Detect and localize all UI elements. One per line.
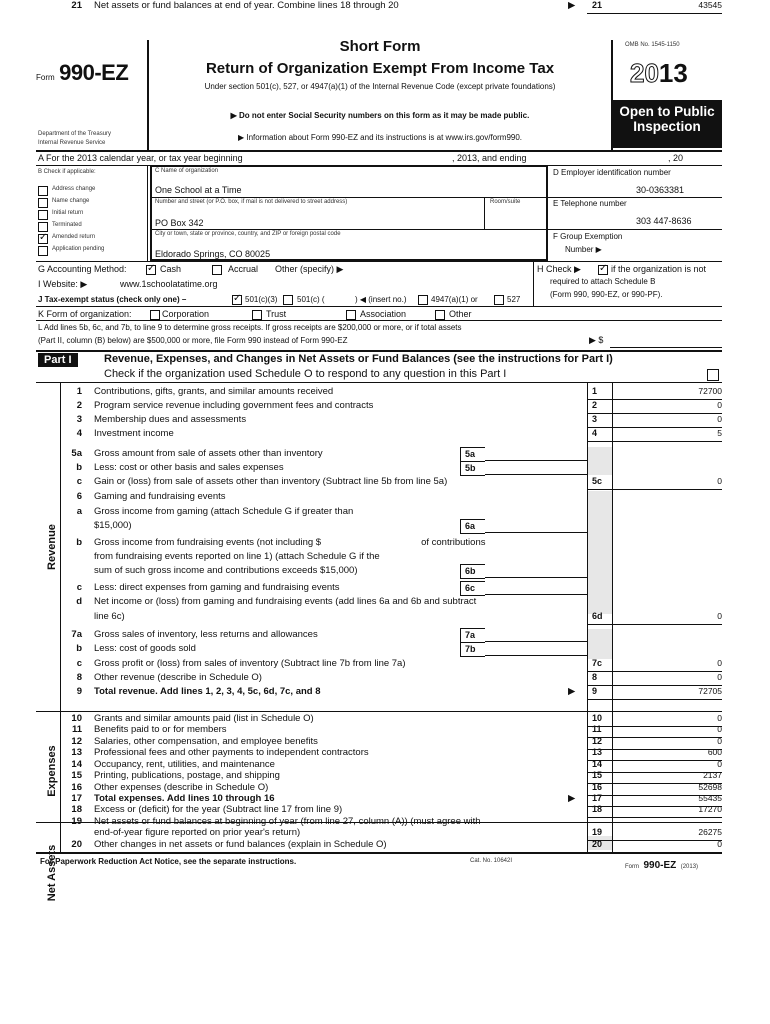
line-text-wrap — [94, 537, 486, 548]
section-c-box — [150, 165, 548, 261]
line-text: Other changes in net assets or fund balances (explain in Schedule O) — [94, 839, 387, 850]
phone-value[interactable]: 303 447-8636 — [636, 216, 692, 226]
line-text: Contributions, gifts, grants, and similar amounts received — [94, 386, 334, 397]
line-text: Occupancy, rent, utilities, and maintenance — [94, 759, 275, 770]
status-527-label: 527 — [507, 295, 521, 304]
line-text-wrap — [94, 747, 369, 758]
line-number: 6 — [76, 491, 82, 502]
line-text-wrap — [94, 491, 226, 502]
corporation-checkbox[interactable] — [150, 310, 160, 320]
line-arrow: ▶ — [568, 793, 576, 804]
year-bold: 13 — [658, 58, 688, 88]
paperwork-notice: For Paperwork Reduction Act Notice, see the separate instructions. — [40, 857, 297, 866]
line-number: 15 — [71, 770, 82, 781]
line-text: Gain or (loss) from sale of assets other than inventory (Subtract line 5b from line 5a) — [94, 476, 448, 487]
line-text-wrap — [94, 428, 174, 439]
line-box-number: 16 — [592, 782, 603, 792]
check-address-change-label: Address change — [52, 186, 96, 192]
check-application-pending-label: Application pending — [52, 246, 105, 252]
accrual-checkbox[interactable] — [212, 265, 222, 275]
line-text: Program service revenue including government fees and contracts — [94, 400, 374, 411]
line-row — [36, 611, 722, 625]
line-row — [36, 506, 722, 520]
line-a-mid: , 2013, and ending — [452, 153, 527, 163]
line-text: Total revenue. Add lines 1, 2, 3, 4, 5c, 6d, 7c, and 8 — [94, 686, 321, 697]
group-exemption-label: F Group Exemption — [553, 232, 623, 241]
rule-a-top — [36, 150, 722, 152]
line-row — [36, 462, 722, 476]
inner-amount-field[interactable] — [485, 474, 587, 475]
line-amount[interactable]: 0 — [717, 476, 722, 486]
line-row — [36, 565, 722, 579]
association-checkbox[interactable] — [346, 310, 356, 320]
line-text: Excess or (deficit) for the year (Subtract line 17 from line 9) — [94, 804, 343, 815]
status-501c-label: 501(c) ( — [297, 295, 325, 304]
line-number: 1 — [76, 386, 82, 397]
line-number: 8 — [76, 672, 82, 683]
line-text: Salaries, other compensation, and employee benefits — [94, 736, 318, 747]
line-box-number: 20 — [592, 839, 603, 849]
line-box-number: 7c — [592, 658, 603, 668]
line-box-number: 15 — [592, 770, 603, 780]
line-rule — [587, 624, 722, 625]
line-text-wrap — [94, 770, 280, 781]
line-row — [36, 0, 722, 14]
line-text: Less: direct expenses from gaming and fundraising events — [94, 582, 340, 593]
rule-part1-top — [36, 350, 722, 352]
section-b-label: B Check if applicable: — [38, 169, 96, 175]
check-terminated-checkbox[interactable] — [38, 222, 48, 232]
line-text-wrap — [94, 839, 387, 850]
line-amount[interactable]: 0 — [717, 658, 722, 668]
line-number: 14 — [71, 759, 82, 770]
line-text: sum of such gross income and contributions exceeds $15,000) — [94, 565, 358, 576]
form-number: 990-EZ — [59, 60, 129, 85]
line-box-number: 5c — [592, 476, 603, 486]
line-number: 13 — [71, 747, 82, 758]
rule-expenses-top — [36, 711, 722, 712]
line-box-number: 21 — [592, 0, 603, 10]
trust-checkbox[interactable] — [252, 310, 262, 320]
line-text-wrap — [94, 736, 318, 747]
line-row — [36, 448, 722, 462]
line-amount[interactable]: 2137 — [703, 770, 722, 780]
line-row — [36, 596, 722, 610]
line-l-dollar: ▶ $ — [589, 335, 604, 345]
line-number: 21 — [71, 0, 82, 11]
line-row — [36, 686, 722, 700]
h-divider — [533, 261, 534, 306]
inner-amount-field[interactable] — [485, 460, 587, 461]
line-number: 20 — [71, 839, 82, 850]
line-text: Benefits paid to or for members — [94, 724, 227, 735]
form-label — [36, 60, 128, 86]
line-amount[interactable]: 52698 — [698, 782, 722, 792]
line-text: Gross income from gaming (attach Schedule G if greater than — [94, 506, 354, 517]
line-amount[interactable]: 0 — [717, 672, 722, 682]
cash-label: Cash — [160, 264, 182, 274]
line-h-text2: if the organization is not — [611, 264, 707, 274]
catalog-number: Cat. No. 10642I — [470, 858, 513, 864]
line-text: Gross sales of inventory, less returns and allowances — [94, 629, 318, 640]
tax-year — [630, 58, 688, 89]
line-number: 16 — [71, 782, 82, 793]
line-l-text2: (Part II, column (B) below) are $500,000 or more, file Form 990 instead of Form 990-EZ — [38, 336, 348, 345]
b-c-divider — [147, 165, 148, 261]
line-text: Less: cost or other basis and sales expenses — [94, 462, 284, 473]
rule-ef — [548, 229, 722, 230]
line-text: Other expenses (describe in Schedule O) — [94, 782, 269, 793]
line-amount[interactable]: 72700 — [698, 386, 722, 396]
room-divider — [484, 197, 485, 229]
schedule-o-checkbox[interactable] — [707, 369, 719, 381]
department-label: Department of the Treasury — [38, 131, 112, 137]
line-box-number: 9 — [592, 686, 598, 696]
line-text-wrap — [94, 520, 132, 531]
line-text: Net income or (loss) from gaming and fundraising events (add lines 6a and 6b and subtract — [94, 596, 477, 607]
website-label: I Website: ▶ — [38, 279, 88, 289]
line-text: Less: cost of goods sold — [94, 643, 196, 654]
line-text-wrap — [94, 759, 275, 770]
line-number: 17 — [71, 793, 82, 804]
other-org-label: Other — [449, 309, 472, 319]
status-4947-checkbox[interactable] — [418, 295, 428, 305]
line-text: Professional fees and other payments to independent contractors — [94, 747, 369, 758]
group-exemption-number: Number ▶ — [565, 245, 602, 254]
year-outline: 20 — [630, 58, 659, 88]
inner-amount-field[interactable] — [485, 594, 587, 595]
accrual-label: Accrual — [228, 264, 259, 274]
line-text-after: of contributions — [421, 537, 486, 548]
line-text: line 6c) — [94, 611, 125, 622]
line-text-wrap — [94, 804, 342, 815]
irs-label: Internal Revenue Service — [38, 140, 106, 146]
info-instruction: ▶ Information about Form 990-EZ and its instructions is at www.irs.gov/form990. — [237, 133, 523, 142]
line-text-wrap — [94, 551, 380, 562]
line-row — [36, 672, 722, 686]
line-number: 10 — [71, 713, 82, 724]
line-text-wrap — [94, 713, 314, 724]
line-text-wrap — [94, 462, 284, 473]
accounting-method-label: G Accounting Method: — [38, 264, 127, 274]
line-number: a — [76, 506, 82, 517]
line-arrow: ▶ — [568, 0, 576, 11]
line-box-number: 4 — [592, 428, 598, 438]
line-number: 7a — [71, 629, 82, 640]
check-name-change-label: Name change — [52, 198, 90, 204]
rule-c2 — [150, 229, 548, 230]
inner-line-box: 5b — [460, 461, 485, 476]
line-rule — [587, 699, 722, 700]
rule-de — [548, 197, 722, 198]
association-label: Association — [360, 309, 407, 319]
trust-label: Trust — [266, 309, 287, 319]
rule-l-top — [36, 320, 722, 321]
line-row — [36, 582, 722, 596]
line-box-number: 13 — [592, 747, 603, 757]
line-text-wrap — [94, 643, 196, 654]
line-text: end-of-year figure reported on prior year's return) — [94, 827, 301, 838]
phone-label: E Telephone number — [553, 199, 627, 208]
check-name-change-checkbox[interactable] — [38, 198, 48, 208]
line-text-wrap — [94, 724, 227, 735]
check-application-pending-checkbox[interactable] — [38, 246, 48, 256]
city-value[interactable]: Eldorado Springs, CO 80025 — [155, 249, 271, 259]
line-amount[interactable]: 5 — [717, 428, 722, 438]
part1-title: Revenue, Expenses, and Changes in Net Assets or Fund Balances (see the instructions for Part I) — [104, 353, 613, 365]
line-l-text1: L Add lines 5b, 6c, and 7b, to line 9 to determine gross receipts. If gross receipts are $200,000 or more, or if total assets — [38, 323, 462, 332]
ein-value[interactable]: 30-0363381 — [636, 185, 685, 195]
schedule-b-checkbox[interactable] — [598, 265, 608, 275]
street-label: Number and street (or P.O. box, if mail is not delivered to street address) — [155, 199, 348, 205]
line-box-number: 1 — [592, 386, 598, 396]
line-rule — [587, 489, 722, 490]
line-a-label: A For the 2013 calendar year, or tax year beginning — [38, 153, 243, 163]
check-initial-return-label: Initial return — [52, 210, 84, 216]
street-value[interactable]: PO Box 342 — [155, 218, 204, 228]
line-amount[interactable]: 72705 — [698, 686, 722, 696]
line-row — [36, 658, 722, 672]
title-small: Short Form — [339, 38, 421, 55]
line-box-number: 12 — [592, 736, 603, 746]
inner-amount-field[interactable] — [485, 655, 587, 656]
line-text-wrap — [94, 816, 481, 827]
status-501c3-checkbox[interactable] — [232, 295, 242, 305]
line-text: Membership dues and assessments — [94, 414, 247, 425]
line-box-number: 8 — [592, 672, 598, 682]
line-number: d — [76, 596, 82, 607]
footer-form-id — [625, 855, 698, 873]
line-text: $15,000) — [94, 520, 132, 531]
rule-g-top — [36, 261, 722, 262]
line-number: 9 — [76, 686, 82, 697]
line-h-text3: required to attach Schedule B — [550, 277, 656, 286]
line-row — [36, 537, 722, 551]
line-text: Gross profit or (loss) from sales of inventory (Subtract line 7b from line 7a) — [94, 658, 406, 669]
line-amount[interactable]: 26275 — [698, 827, 722, 837]
other-method-label: Other (specify) ▶ — [275, 264, 344, 274]
line-row — [36, 428, 722, 442]
line-text-wrap — [94, 414, 246, 425]
line-box-number: 19 — [592, 827, 603, 837]
line-text-wrap — [94, 827, 300, 838]
tax-exempt-label: J Tax-exempt status (check only one) – — [38, 295, 187, 304]
line-number: 11 — [71, 724, 82, 735]
line-box-number: 3 — [592, 414, 598, 424]
line-amount[interactable]: 0 — [717, 611, 722, 621]
line-text: Total expenses. Add lines 10 through 16 — [94, 793, 275, 804]
line-amount[interactable]: 0 — [717, 713, 722, 723]
inspection-text: Inspection — [633, 119, 701, 134]
line-text-wrap — [94, 782, 268, 793]
line-h-label: H Check ▶ — [537, 264, 581, 274]
line-text-wrap — [94, 448, 323, 459]
line-row — [36, 491, 722, 505]
inner-amount-field[interactable] — [485, 532, 587, 533]
inner-amount-field[interactable] — [485, 577, 587, 578]
rule-lines-top — [36, 382, 722, 383]
line-amount[interactable]: 17270 — [698, 804, 722, 814]
line-amount[interactable]: 0 — [717, 724, 722, 734]
line-text: Grants and similar amounts paid (list in Schedule O) — [94, 713, 314, 724]
status-501c3-label: 501(c)(3) — [245, 295, 278, 304]
line-a-end: , 20 — [668, 153, 684, 163]
line-box-number: 11 — [592, 724, 602, 734]
line-text-wrap — [94, 793, 275, 804]
footer-year: (2013) — [680, 864, 699, 870]
footer-form-word: Form — [625, 864, 639, 870]
status-insert-label: ) ◀ (insert no.) — [355, 295, 407, 304]
line-number: b — [76, 643, 82, 654]
net-assets-side-label: Net Assets — [46, 844, 58, 902]
line-amount[interactable]: 0 — [717, 400, 722, 410]
inner-line-box: 6b — [460, 564, 485, 579]
line-number: b — [76, 462, 82, 473]
line-number: b — [76, 537, 82, 548]
line-row — [36, 839, 722, 853]
line-number: c — [76, 658, 82, 669]
part1-title-block — [104, 353, 613, 365]
corporation-label: Corporation — [162, 309, 210, 319]
line-text-wrap — [94, 672, 262, 683]
website-value[interactable]: www.1schoolatatime.org — [120, 279, 218, 289]
line-text-wrap — [94, 400, 373, 411]
line-number: 3 — [76, 414, 82, 425]
cash-checkbox[interactable] — [146, 265, 156, 275]
line-text-wrap — [94, 582, 340, 593]
ein-label: D Employer identification number — [553, 168, 671, 177]
line-text-wrap — [94, 506, 353, 517]
room-label: Room/suite — [490, 199, 521, 205]
line-text-wrap — [94, 476, 447, 487]
line-amount[interactable]: 55435 — [698, 793, 722, 803]
revenue-side-label: Revenue — [46, 524, 58, 570]
rule-c1 — [150, 197, 548, 198]
form-word: Form — [36, 73, 55, 82]
line-arrow: ▶ — [568, 686, 576, 697]
inner-line-box: 6a — [460, 519, 485, 534]
line-amount[interactable]: 43545 — [698, 0, 722, 10]
line-number: 12 — [71, 736, 82, 747]
check-terminated-label: Terminated — [52, 222, 82, 228]
line-number: 18 — [71, 804, 82, 815]
line-text-wrap — [94, 686, 321, 697]
open-public-banner — [612, 100, 722, 148]
check-initial-return-checkbox[interactable] — [38, 210, 48, 220]
line-row — [36, 386, 722, 400]
line-text-wrap — [94, 0, 399, 11]
line-rule — [587, 13, 722, 14]
line-amount[interactable]: 0 — [717, 759, 722, 769]
form-subtitle: Under section 501(c), 527, or 4947(a)(1) of the Internal Revenue Code (except private foundations) — [204, 82, 556, 91]
line-number: 5a — [71, 448, 82, 459]
line-number: 2 — [76, 400, 82, 411]
line-row — [36, 520, 722, 534]
status-527-checkbox[interactable] — [494, 295, 504, 305]
gross-receipts-field[interactable] — [610, 347, 722, 348]
inner-line-box: 7a — [460, 628, 485, 643]
line-text: Gross amount from sale of assets other than inventory — [94, 448, 323, 459]
omb-number: OMB No. 1545-1150 — [625, 42, 680, 48]
line-rule — [587, 852, 722, 853]
part1-check-text: Check if the organization used Schedule O to respond to any question in this Part I — [104, 368, 507, 380]
check-address-change-checkbox[interactable] — [38, 186, 48, 196]
line-box-number: 2 — [592, 400, 598, 410]
status-501c-checkbox[interactable] — [283, 295, 293, 305]
inner-line-box: 7b — [460, 642, 485, 657]
line-row — [36, 414, 722, 428]
line-text-wrap — [94, 386, 333, 397]
line-number: 19 — [71, 816, 82, 827]
line-amount[interactable]: 0 — [717, 414, 722, 424]
line-number: c — [76, 476, 82, 487]
line-text: Gross income from fundraising events (not including $ — [94, 537, 322, 548]
line-row — [36, 400, 722, 414]
line-box-number: 17 — [592, 793, 603, 803]
line-text: Investment income — [94, 428, 174, 439]
line-rule — [587, 441, 722, 442]
check-amended-return-label: Amended return — [52, 234, 96, 240]
inner-amount-field[interactable] — [485, 641, 587, 642]
header-divider-left — [147, 40, 149, 150]
line-text: from fundraising events reported on line 1) (attach Schedule G if the — [94, 551, 380, 562]
inner-line-box: 6c — [460, 581, 485, 596]
line-text-wrap — [94, 565, 358, 576]
city-label: City or town, state or province, country, and ZIP or foreign postal code — [155, 231, 341, 237]
rule-k-top — [36, 306, 722, 307]
line-text: Other revenue (describe in Schedule O) — [94, 672, 262, 683]
check-amended-return-checkbox[interactable] — [38, 234, 48, 244]
status-4947-label: 4947(a)(1) or — [431, 295, 478, 304]
line-box-number: 10 — [592, 713, 603, 723]
line-text-wrap — [94, 658, 406, 669]
part1-badge: Part I — [38, 353, 78, 367]
line-text-wrap — [94, 611, 125, 622]
org-name-label: C Name of organization — [155, 168, 219, 174]
line-amount[interactable]: 0 — [717, 736, 722, 746]
line-box-number: 18 — [592, 804, 603, 814]
line-row — [36, 551, 722, 565]
line-amount[interactable]: 600 — [707, 747, 722, 757]
line-number: 4 — [76, 428, 82, 439]
line-text: Gaming and fundraising events — [94, 491, 226, 502]
form-title: Return of Organization Exempt From Income Tax — [205, 60, 555, 77]
line-box-number: 14 — [592, 759, 603, 769]
line-h-text4: (Form 990, 990-EZ, or 990-PF). — [550, 290, 663, 299]
line-row — [36, 629, 722, 643]
line-text: Net assets or fund balances at beginning of year (from line 27, column (A)) (must agree with — [94, 816, 481, 827]
line-number: c — [76, 582, 82, 593]
form-of-org-label: K Form of organization: — [38, 309, 132, 319]
footer-form-number: 990-EZ — [643, 860, 677, 871]
line-text-wrap — [94, 629, 318, 640]
other-org-checkbox[interactable] — [435, 310, 445, 320]
line-row — [36, 476, 722, 490]
org-name-value[interactable]: One School at a Time — [155, 185, 242, 195]
open-public-text: Open to Public — [619, 104, 715, 119]
line-amount[interactable]: 0 — [717, 839, 722, 849]
line-text: Net assets or fund balances at end of year. Combine lines 18 through 20 — [94, 0, 399, 11]
expenses-side-label: Expenses — [46, 745, 58, 797]
line-box-number: 6d — [592, 611, 603, 621]
line-row — [36, 643, 722, 657]
inner-line-box: 5a — [460, 447, 485, 462]
line-text: Printing, publications, postage, and shipping — [94, 770, 280, 781]
line-text-wrap — [94, 596, 476, 607]
ssn-instruction: ▶ Do not enter Social Security numbers on this form as it may be made public. — [230, 111, 530, 120]
